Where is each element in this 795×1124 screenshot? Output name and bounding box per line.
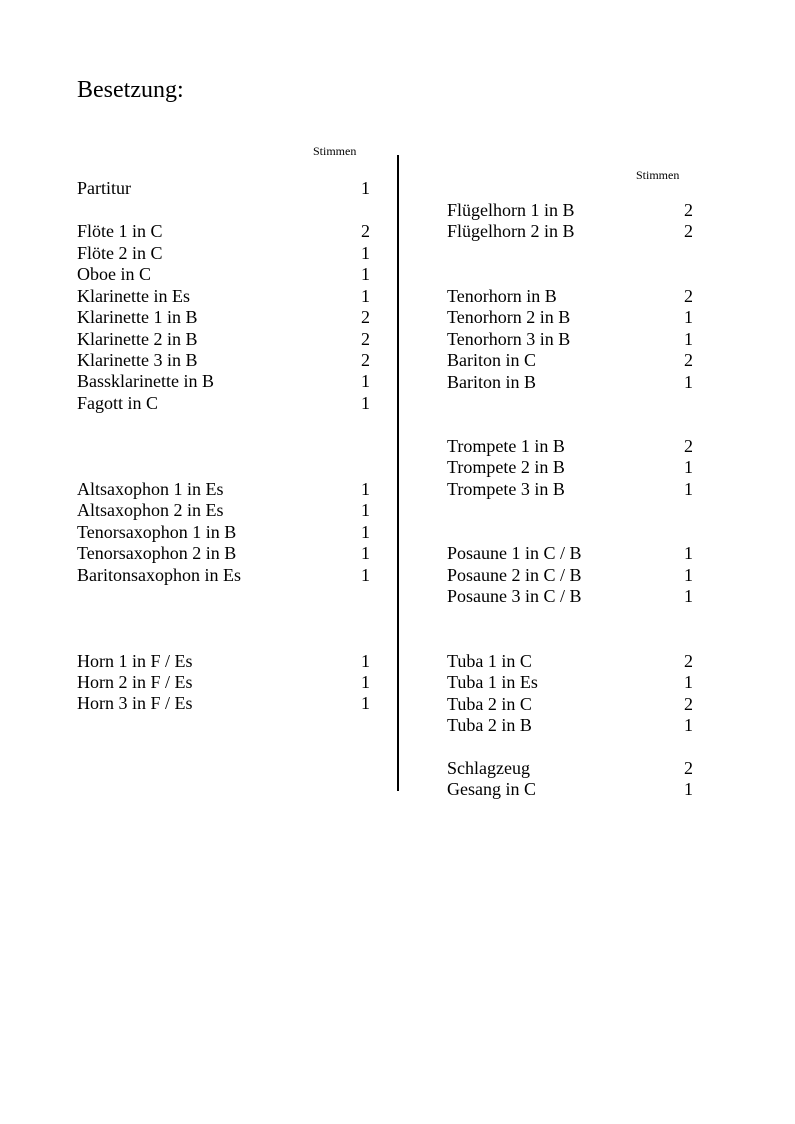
list-item xyxy=(447,371,693,393)
right-stimmen-header: Stimmen xyxy=(636,168,680,182)
instrument-name: Oboe in C xyxy=(77,264,151,284)
list-item xyxy=(447,285,693,307)
list-item xyxy=(77,285,370,307)
part-count: 2 xyxy=(684,651,693,671)
instrument-name: Schlagzeug xyxy=(447,758,530,778)
instrument-name: Tenorhorn 2 in B xyxy=(447,307,571,327)
instrument-name: Baritonsaxophon in Es xyxy=(77,565,241,585)
part-count: 1 xyxy=(684,586,693,606)
list-item xyxy=(447,714,693,736)
instrument-name: Horn 1 in F / Es xyxy=(77,651,193,671)
instrument-name: Partitur xyxy=(77,178,131,198)
part-count: 1 xyxy=(361,264,370,284)
instrument-name: Posaune 1 in C / B xyxy=(447,543,582,563)
list-item xyxy=(447,564,693,586)
instrument-name: Tenorsaxophon 2 in B xyxy=(77,543,237,563)
list-item xyxy=(77,671,370,693)
list-item xyxy=(447,671,693,693)
list-item xyxy=(77,692,370,714)
part-count: 1 xyxy=(361,286,370,306)
instrument-name: Klarinette 1 in B xyxy=(77,307,198,327)
part-count: 1 xyxy=(361,543,370,563)
list-item xyxy=(447,757,693,779)
list-item xyxy=(447,220,693,242)
instrument-name: Posaune 2 in C / B xyxy=(447,565,582,585)
part-count: 1 xyxy=(361,565,370,585)
instrument-name: Bariton in C xyxy=(447,350,536,370)
list-item xyxy=(447,435,693,457)
instrument-name: Tuba 1 in C xyxy=(447,651,532,671)
instrument-name: Horn 3 in F / Es xyxy=(77,693,193,713)
list-item xyxy=(447,199,693,221)
part-count: 1 xyxy=(684,479,693,499)
part-count: 1 xyxy=(684,329,693,349)
part-count: 2 xyxy=(361,329,370,349)
list-item xyxy=(447,328,693,350)
instrument-name: Flöte 2 in C xyxy=(77,243,163,263)
list-item xyxy=(447,542,693,564)
part-count: 2 xyxy=(684,350,693,370)
part-count: 2 xyxy=(361,307,370,327)
instrument-name: Flöte 1 in C xyxy=(77,221,163,241)
instrument-name: Trompete 3 in B xyxy=(447,479,565,499)
list-item xyxy=(447,650,693,672)
part-count: 1 xyxy=(361,371,370,391)
part-count: 1 xyxy=(684,543,693,563)
part-count: 1 xyxy=(361,393,370,413)
part-count: 1 xyxy=(684,565,693,585)
instrument-name: Gesang in C xyxy=(447,779,536,799)
part-count: 1 xyxy=(361,672,370,692)
list-item xyxy=(447,778,693,800)
instrument-name: Klarinette in Es xyxy=(77,286,190,306)
list-item xyxy=(77,478,370,500)
part-count: 2 xyxy=(361,221,370,241)
list-item xyxy=(77,242,370,264)
list-item xyxy=(77,542,370,564)
part-count: 1 xyxy=(684,715,693,735)
part-count: 1 xyxy=(361,479,370,499)
part-count: 1 xyxy=(361,693,370,713)
list-item xyxy=(447,306,693,328)
part-count: 2 xyxy=(684,286,693,306)
list-item xyxy=(77,306,370,328)
list-item xyxy=(447,478,693,500)
part-count: 2 xyxy=(684,436,693,456)
part-count: 1 xyxy=(361,243,370,263)
part-count: 1 xyxy=(361,500,370,520)
instrument-name: Flügelhorn 2 in B xyxy=(447,221,575,241)
part-count: 2 xyxy=(684,200,693,220)
left-stimmen-header: Stimmen xyxy=(313,144,357,158)
instrument-name: Horn 2 in F / Es xyxy=(77,672,193,692)
part-count: 1 xyxy=(684,372,693,392)
instrument-name: Trompete 1 in B xyxy=(447,436,565,456)
page-title: Besetzung: xyxy=(77,77,184,103)
instrument-name: Tenorhorn in B xyxy=(447,286,557,306)
list-item xyxy=(77,263,370,285)
instrument-name: Tuba 2 in B xyxy=(447,715,532,735)
instrument-name: Altsaxophon 1 in Es xyxy=(77,479,224,499)
list-item xyxy=(77,392,370,414)
instrument-name: Klarinette 2 in B xyxy=(77,329,198,349)
list-item xyxy=(77,220,370,242)
list-item xyxy=(77,177,370,199)
instrument-name: Posaune 3 in C / B xyxy=(447,586,582,606)
list-item xyxy=(77,650,370,672)
list-item xyxy=(447,585,693,607)
instrument-name: Tenorhorn 3 in B xyxy=(447,329,571,349)
instrument-name: Altsaxophon 2 in Es xyxy=(77,500,224,520)
list-item xyxy=(77,370,370,392)
list-item xyxy=(77,521,370,543)
part-count: 1 xyxy=(684,457,693,477)
instrument-name: Bassklarinette in B xyxy=(77,371,214,391)
list-item xyxy=(447,693,693,715)
part-count: 1 xyxy=(361,651,370,671)
instrument-name: Trompete 2 in B xyxy=(447,457,565,477)
instrument-name: Flügelhorn 1 in B xyxy=(447,200,575,220)
part-count: 1 xyxy=(684,672,693,692)
part-count: 1 xyxy=(684,779,693,799)
list-item xyxy=(77,564,370,586)
instrument-name: Tuba 1 in Es xyxy=(447,672,538,692)
instrument-name: Fagott in C xyxy=(77,393,159,413)
part-count: 1 xyxy=(684,307,693,327)
instrument-name: Tenorsaxophon 1 in B xyxy=(77,522,237,542)
list-item xyxy=(77,349,370,371)
instrument-name: Bariton in B xyxy=(447,372,536,392)
instrument-name: Tuba 2 in C xyxy=(447,694,532,714)
part-count: 2 xyxy=(684,758,693,778)
list-item xyxy=(77,499,370,521)
column-divider xyxy=(397,155,399,791)
part-count: 1 xyxy=(361,522,370,542)
list-item xyxy=(77,328,370,350)
list-item xyxy=(447,456,693,478)
list-item xyxy=(447,349,693,371)
part-count: 2 xyxy=(361,350,370,370)
part-count: 2 xyxy=(684,221,693,241)
part-count: 2 xyxy=(684,694,693,714)
part-count: 1 xyxy=(361,178,370,198)
instrument-name: Klarinette 3 in B xyxy=(77,350,198,370)
